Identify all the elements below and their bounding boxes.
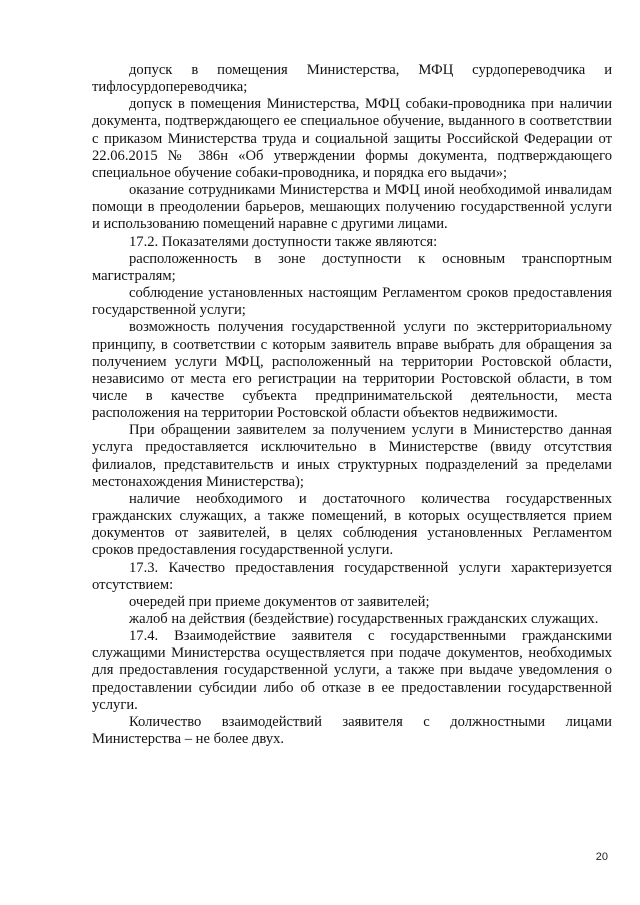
page-number: 20 bbox=[595, 851, 608, 863]
paragraph-section-17-4: 17.4. Взаимодействие заявителя с государственными гражданскими служащими Министерства осуществляется при подаче документов, необходимых для предоставления государственной услуги, а также при выдаче уведомления о предоставлении субсидии либо об отказе в ее предоставлении государственной услуги. bbox=[92, 628, 612, 713]
paragraph-interaction-count: Количество взаимодействий заявителя с должностными лицами Министерства – не более двух. bbox=[92, 713, 612, 748]
document-body bbox=[92, 62, 612, 748]
paragraph-sign-interpreter-access: допуск в помещения Министерства, МФЦ сурдопереводчика и тифлосурдопереводчика; bbox=[92, 62, 612, 96]
paragraph-extraterritorial: возможность получения государственной услуги по экстерриториальному принципу, в соответствии с которым заявитель вправе выбрать для обращения за получением услуги МФЦ, расположенный на территории Ростовской области, независимо от места его регистрации на территории Ростовской области, в том числе в качестве субъекта предпринимательской деятельности, места расположения на территории Ростовской области объектов недвижимости. bbox=[92, 319, 612, 422]
paragraph-guide-dog-access: допуск в помещения Министерства, МФЦ собаки-проводника при наличии документа, подтверждающего ее специальное обучение, выданного в соответствии с приказом Министерства труда и социальной защиты Российской Федерации от 22.06.2015 № 386н «Об утверждении формы документа, подтверждающего специальное обучение собаки-проводника, и порядка его выдачи»; bbox=[92, 96, 612, 181]
paragraph-ministry-only: При обращении заявителем за получением услуги в Министерство данная услуга предоставляется исключительно в Министерстве (ввиду отсутствия филиалов, представительств и иных структурных подразделений за пределами местонахождения Министерства); bbox=[92, 422, 612, 490]
paragraph-transport-access: расположенность в зоне доступности к основным транспортным магистралям; bbox=[92, 250, 612, 284]
paragraph-section-17-3: 17.3. Качество предоставления государственной услуги характеризуется отсутствием: bbox=[92, 559, 612, 593]
paragraph-staff-assistance: оказание сотрудниками Министерства и МФЦ иной необходимой инвалидам помощи в преодолении барьеров, мешающих получению государственной услуги и использованию помещений наравне с другими лицами. bbox=[92, 182, 612, 233]
paragraph-section-17-2: 17.2. Показателями доступности также являются: bbox=[129, 233, 438, 250]
paragraph-no-complaints: жалоб на действия (бездействие) государственных гражданских служащих. bbox=[129, 611, 599, 627]
paragraph-deadlines: соблюдение установленных настоящим Регламентом сроков предоставления государственной услуги; bbox=[92, 285, 612, 319]
paragraph-staff-and-premises: наличие необходимого и достаточного количества государственных гражданских служащих, а также помещений, в которых осуществляется прием документов от заявителей, в целях соблюдения установленных Регламентом сроков предоставления государственной услуги. bbox=[92, 490, 612, 559]
paragraph-no-queues: очередей при приеме документов от заявителей; bbox=[129, 593, 430, 610]
